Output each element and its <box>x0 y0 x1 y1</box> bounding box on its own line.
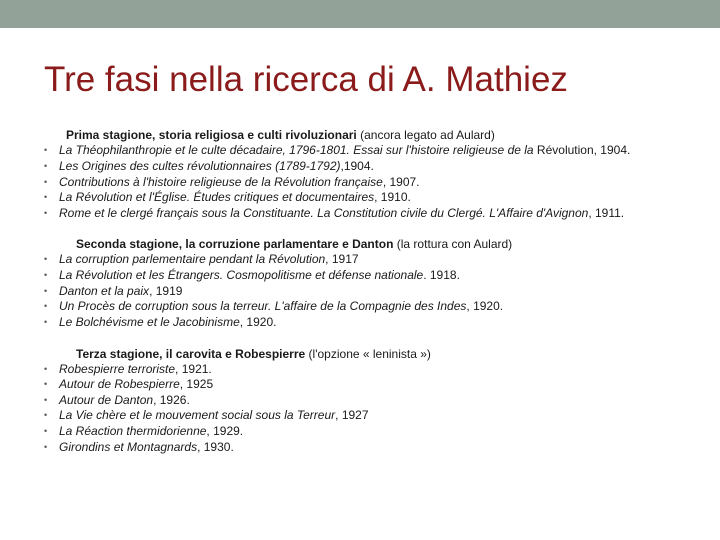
section-heading-note: (ancora legato ad Aulard) <box>360 128 495 142</box>
section-heading-note: (la rottura con Aulard) <box>396 237 513 251</box>
list-item: • Le Bolchévisme et le Jacobinisme, 1920. <box>44 315 277 329</box>
bullet-icon: • <box>44 286 48 296</box>
section-heading-3 <box>76 347 431 361</box>
list-item: • Rome et le clergé français sous la Constituante. La Constitution civile du Clergé. L'Affaire d'Avignon, 1911. <box>44 206 625 220</box>
list-item: • La Réaction thermidorienne, 1929. <box>44 424 244 438</box>
list-item: • Girondins et Montagnards, 1930. <box>44 440 234 454</box>
section-heading-1 <box>66 128 495 142</box>
top-accent-bar <box>0 0 720 28</box>
list-item: • Danton et la paix, 1919 <box>44 284 183 298</box>
bullet-icon: • <box>44 192 48 202</box>
bullet-icon: • <box>44 161 48 171</box>
section-heading-2 <box>76 237 512 251</box>
bullet-icon: • <box>44 379 48 389</box>
bullet-icon: • <box>44 301 48 311</box>
section-heading-note: (l'opzione « leninista ») <box>308 347 431 361</box>
slide-title: Tre fasi nella ricerca di A. Mathiez <box>44 60 568 99</box>
bullet-icon: • <box>44 208 48 218</box>
bullet-icon: • <box>44 177 48 187</box>
list-item: • La Théophilanthropie et le culte décadaire, 1796-1801. Essai sur l'histoire religieuse de la Révolution, 1904. <box>44 143 631 157</box>
bullet-icon: • <box>44 426 48 436</box>
bullet-icon: • <box>44 254 48 264</box>
section-heading-title: Prima stagione, storia religiosa e culti rivoluzionari <box>66 128 357 142</box>
list-item: • La corruption parlementaire pendant la Révolution, 1917 <box>44 252 359 266</box>
bullet-icon: • <box>44 317 48 327</box>
list-item: • Contributions à l'histoire religieuse de la Révolution française, 1907. <box>44 175 420 189</box>
bullet-icon: • <box>44 145 48 155</box>
list-item: • Robespierre terroriste, 1921. <box>44 362 212 376</box>
bullet-icon: • <box>44 410 48 420</box>
bullet-icon: • <box>44 442 48 452</box>
bullet-icon: • <box>44 395 48 405</box>
list-item: • Un Procès de corruption sous la terreur. L'affaire de la Compagnie des Indes, 1920. <box>44 299 504 313</box>
section-heading-title: Terza stagione, il carovita e Robespierre <box>76 347 306 361</box>
list-item: • Autour de Robespierre, 1925 <box>44 377 214 391</box>
section-heading-title: Seconda stagione, la corruzione parlamentare e Danton <box>76 237 394 251</box>
bullet-icon: • <box>44 364 48 374</box>
list-item: • La Révolution et l'Église. Études critiques et documentaires, 1910. <box>44 190 411 204</box>
list-item: • Autour de Danton, 1926. <box>44 393 190 407</box>
list-item: • La Révolution et les Étrangers. Cosmopolitisme et défense nationale. 1918. <box>44 268 460 282</box>
list-item: • Les Origines des cultes révolutionnaires (1789-1792),1904. <box>44 159 374 173</box>
bullet-icon: • <box>44 270 48 280</box>
list-item: • La Vie chère et le mouvement social sous la Terreur, 1927 <box>44 408 369 422</box>
